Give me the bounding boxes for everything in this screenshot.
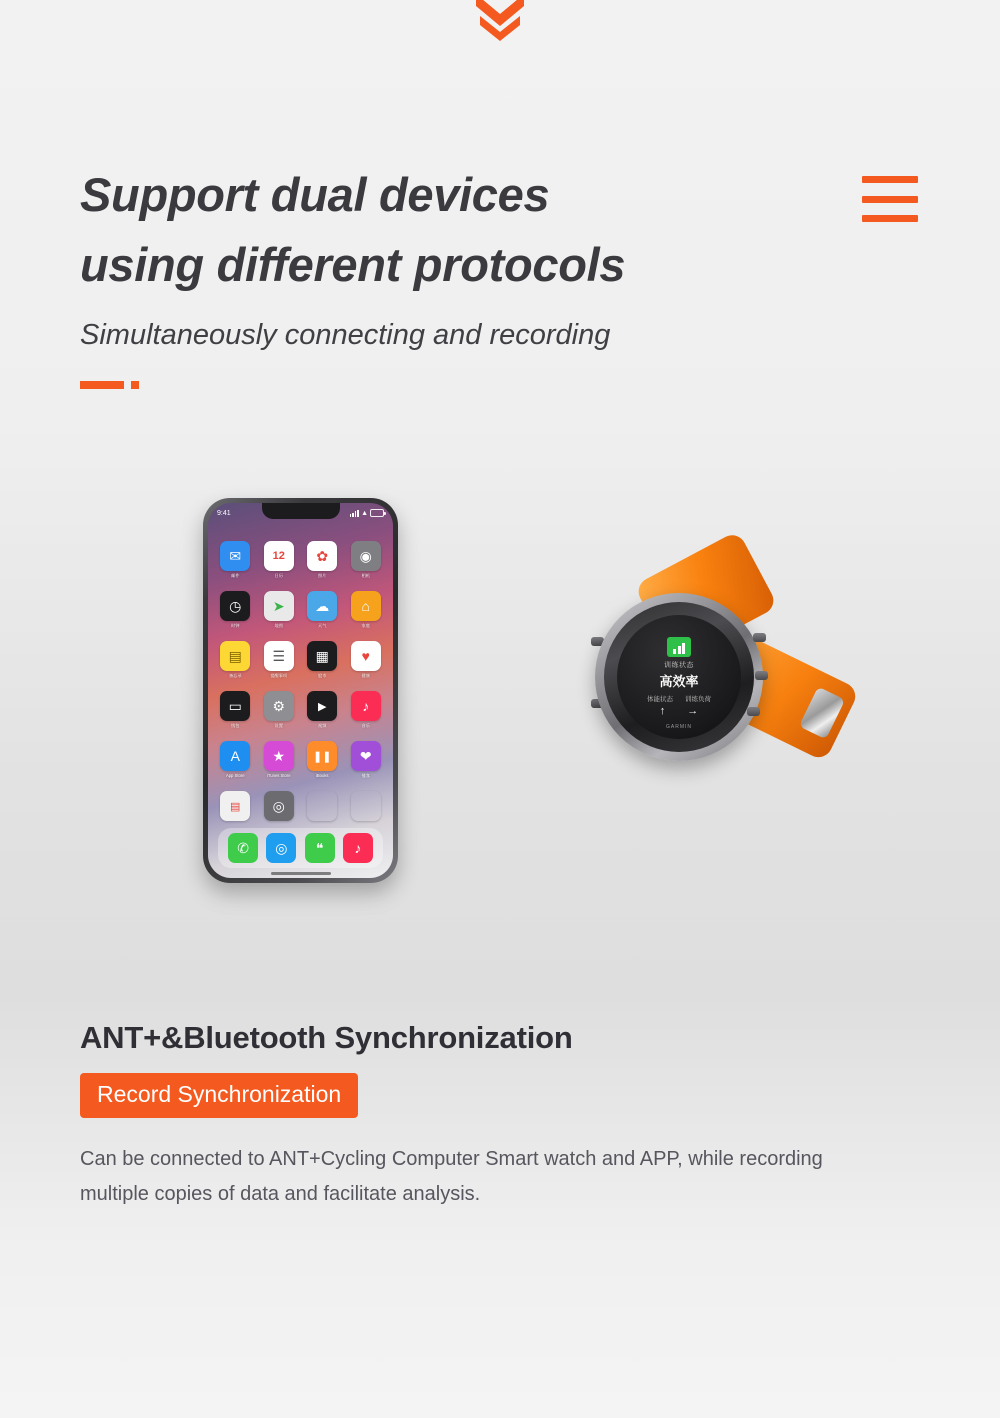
feature-heading: ANT+&Bluetooth Synchronization: [80, 1020, 573, 1055]
app-tile-weather-icon: ☁: [307, 591, 337, 621]
watch-metric-right-label: 训练负荷: [685, 696, 711, 703]
accent-rule: [80, 381, 800, 389]
app-label: 时钟: [231, 623, 240, 628]
app-tile-podcasts-icon: ❤: [351, 741, 381, 771]
app-icon[interactable]: [305, 741, 340, 779]
status-icons: [350, 509, 384, 517]
app-tile-calendar-icon: 12: [264, 541, 294, 571]
app-tile-ibooks-icon: ❚❚: [307, 741, 337, 771]
app-tile-empty: [351, 791, 381, 821]
app-icon[interactable]: [305, 791, 340, 821]
app-label: 健康: [361, 673, 370, 678]
wifi-icon: ▲: [361, 509, 368, 517]
app-tile-appstore-icon: A: [220, 741, 250, 771]
app-icon[interactable]: [262, 591, 297, 629]
double-chevron-down-icon: [470, 0, 530, 44]
app-label: 音乐: [361, 723, 370, 728]
page-title-line-1: Support dual devices: [80, 168, 550, 221]
dock-music-icon[interactable]: ♪: [343, 833, 373, 863]
watch-brand-label: GARMIN: [666, 724, 692, 730]
app-icon[interactable]: [218, 591, 253, 629]
battery-icon: [370, 509, 384, 517]
app-label: iTunes Store: [266, 773, 291, 778]
app-tile-reminders-icon: ☰: [264, 641, 294, 671]
watch-body: [595, 593, 763, 761]
app-icon[interactable]: [262, 741, 297, 779]
app-tile-mail-icon: ✉: [220, 541, 250, 571]
app-label: iBooks: [315, 773, 329, 778]
app-label: 相机: [361, 573, 370, 578]
app-label: App Store: [225, 773, 245, 778]
phone-dock: [218, 828, 383, 868]
watch-face-value: 高效率: [659, 674, 699, 689]
page-title: [80, 160, 800, 299]
feature-description: [80, 1020, 920, 1212]
app-icon[interactable]: [305, 691, 340, 729]
app-icon[interactable]: [218, 691, 253, 729]
app-icon[interactable]: [262, 691, 297, 729]
arrow-right-icon: →: [687, 705, 699, 717]
phone-status-bar: [208, 506, 393, 520]
app-tile-itunes-icon: ★: [264, 741, 294, 771]
app-label: 设置: [274, 723, 283, 728]
app-icon[interactable]: [218, 541, 253, 579]
app-label: 提醒事项: [270, 673, 288, 678]
phone-screen: [208, 503, 393, 878]
dock-phone-icon[interactable]: ✆: [228, 833, 258, 863]
app-tile-photos-icon: ✿: [307, 541, 337, 571]
app-tile-wallet-icon: ▭: [220, 691, 250, 721]
hero-section: [80, 160, 800, 389]
arrow-up-icon: ↑: [659, 705, 666, 717]
app-icon[interactable]: [262, 541, 297, 579]
hamburger-menu-icon[interactable]: [862, 176, 918, 222]
app-icon[interactable]: [218, 641, 253, 679]
app-tile-health-icon: ♥: [351, 641, 381, 671]
app-label: 照片: [318, 573, 327, 578]
app-label: 邮件: [231, 573, 240, 578]
dock-safari-icon[interactable]: ◎: [266, 833, 296, 863]
watch-button-right-top[interactable]: [753, 633, 766, 642]
feature-paragraph: Can be connected to ANT+Cycling Computer Smart watch and APP, while recording multiple copies of data and facilitate analysis.: [80, 1148, 823, 1205]
watch-metric-left-label: 体能状态: [647, 696, 673, 703]
app-tile-camera-icon: ◉: [351, 541, 381, 571]
watch-bezel: [604, 602, 754, 752]
scroll-down-chevron[interactable]: [0, 0, 1000, 44]
app-tile-maps-icon: ➤: [264, 591, 294, 621]
status-badge: Record Synchronization: [80, 1073, 358, 1118]
app-label: 地图: [274, 623, 283, 628]
app-icon[interactable]: [218, 741, 253, 779]
app-tile-clock-icon: ◷: [220, 591, 250, 621]
hamburger-bar: [862, 176, 918, 183]
app-tile-home-icon: ⌂: [351, 591, 381, 621]
accent-rule-bar: [80, 381, 124, 389]
app-icon[interactable]: [349, 691, 384, 729]
app-icon[interactable]: [349, 641, 384, 679]
app-icon[interactable]: [305, 641, 340, 679]
watch-face: [617, 615, 741, 739]
app-tile-music-icon: ♪: [351, 691, 381, 721]
app-tile-settings-icon: ⚙: [264, 691, 294, 721]
watch-face-arrows: [660, 705, 699, 717]
hamburger-bar: [862, 196, 918, 203]
app-icon[interactable]: [218, 791, 253, 821]
app-tile-notes-icon: ▤: [220, 641, 250, 671]
app-label: 视频: [318, 723, 327, 728]
app-icon[interactable]: [262, 791, 297, 821]
app-icon[interactable]: [349, 591, 384, 629]
watch-face-label: 训练状态: [664, 662, 694, 669]
app-label: 播客: [361, 773, 370, 778]
app-tile-stocks-icon: ▦: [307, 641, 337, 671]
app-label: 天气: [318, 623, 327, 628]
app-icon[interactable]: [349, 541, 384, 579]
smartphone-image: [203, 498, 398, 883]
watch-button-right-middle[interactable]: [755, 671, 768, 680]
app-tile-empty: [307, 791, 337, 821]
app-label: 钱包: [231, 723, 240, 728]
app-icon[interactable]: [305, 591, 340, 629]
app-icon[interactable]: [262, 641, 297, 679]
app-tile-videos-icon: ▶: [307, 691, 337, 721]
dock-messages-icon[interactable]: ❝: [305, 833, 335, 863]
phone-app-grid: [218, 541, 383, 821]
app-icon[interactable]: [305, 541, 340, 579]
accent-rule-dot: [131, 381, 139, 389]
app-tile-extra2-icon: ◎: [264, 791, 294, 821]
hamburger-bar: [862, 215, 918, 222]
app-label: 股市: [318, 673, 327, 678]
app-icon[interactable]: [349, 791, 384, 821]
watch-button-right-bottom[interactable]: [747, 707, 760, 716]
watch-face-metrics: [647, 694, 711, 703]
device-illustration: [0, 470, 1000, 920]
activity-bars-icon: [667, 637, 691, 657]
signal-bars-icon: [350, 510, 359, 517]
app-label: 家庭: [361, 623, 370, 628]
smartwatch-image: [585, 575, 845, 795]
page-subtitle: Simultaneously connecting and recording: [80, 319, 611, 352]
app-label: 备忘录: [228, 673, 242, 678]
home-indicator: [271, 872, 331, 875]
app-icon[interactable]: [349, 741, 384, 779]
app-tile-extra-icon: ▤: [220, 791, 250, 821]
page-title-line-2: using different protocols: [80, 237, 626, 291]
app-label: 日历: [274, 573, 283, 578]
status-time: 9:41: [217, 509, 231, 517]
